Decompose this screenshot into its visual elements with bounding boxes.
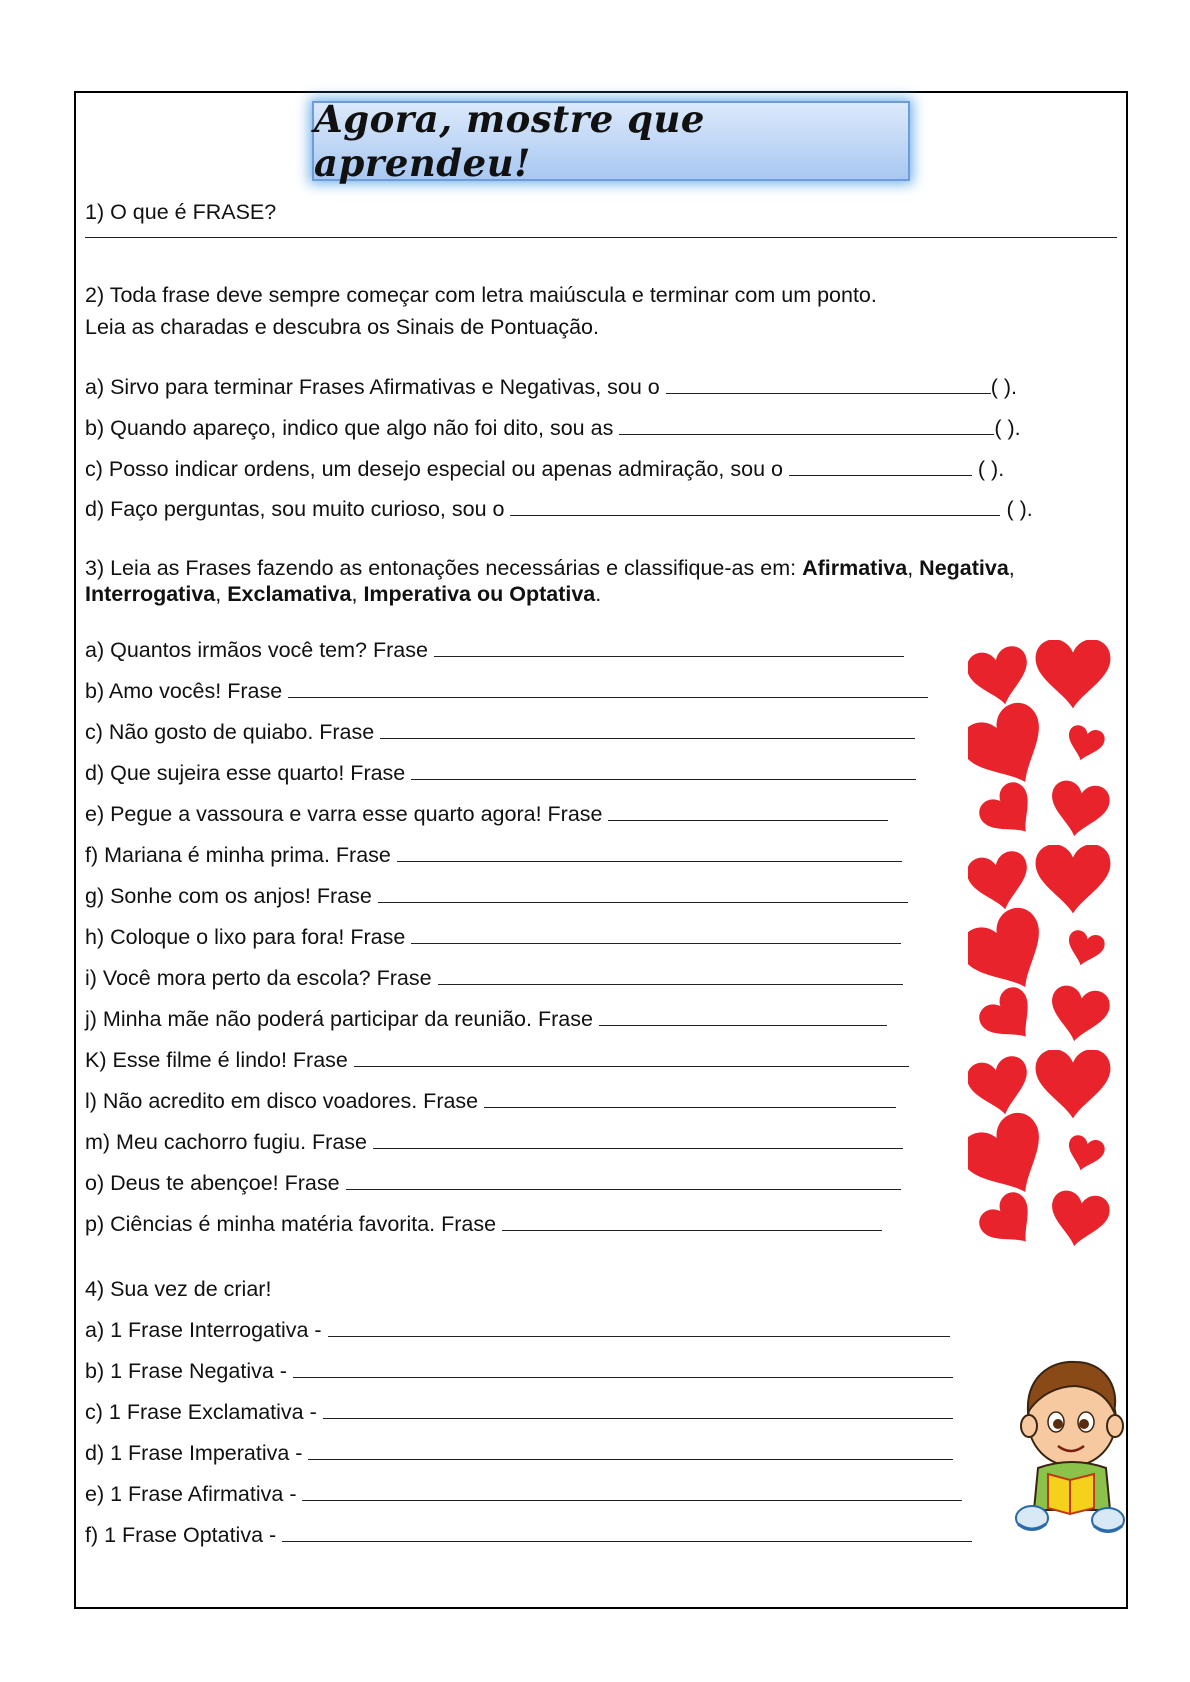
q4-answer-blank[interactable] bbox=[293, 1359, 953, 1378]
q2-item-b bbox=[85, 415, 1021, 441]
q4-item bbox=[85, 1481, 962, 1507]
type-afirmativa: Afirmativa bbox=[802, 556, 908, 580]
q3-answer-blank[interactable] bbox=[411, 761, 916, 780]
title-banner bbox=[312, 97, 910, 185]
q3-item bbox=[85, 801, 888, 827]
q4-item-text: c) 1 Frase Exclamativa - bbox=[85, 1400, 317, 1424]
heart-icon bbox=[968, 1053, 1035, 1120]
q2-answer-blank[interactable] bbox=[789, 457, 972, 476]
q3-answer-blank[interactable] bbox=[434, 638, 904, 657]
q4-item-text: f) 1 Frase Optativa - bbox=[85, 1523, 277, 1547]
q3-answer-blank[interactable] bbox=[354, 1048, 909, 1067]
q3-item bbox=[85, 1170, 901, 1196]
q3-item bbox=[85, 1047, 909, 1073]
q3-answer-blank[interactable] bbox=[438, 966, 903, 985]
q4-item bbox=[85, 1317, 950, 1343]
q3-item-text: d) Que sujeira esse quarto! Frase bbox=[85, 761, 406, 785]
q3-item bbox=[85, 883, 908, 909]
q3-item-text: o) Deus te abençoe! Frase bbox=[85, 1171, 340, 1195]
q3-item bbox=[85, 924, 901, 950]
page-title: Agora, mostre que aprendeu! bbox=[314, 97, 705, 185]
heart-icon bbox=[1046, 1188, 1112, 1250]
separator: , bbox=[351, 582, 364, 606]
q2-paren: ( ). bbox=[994, 416, 1021, 440]
q1-answer-line[interactable] bbox=[85, 237, 1117, 238]
hearts-group-1 bbox=[968, 640, 1124, 840]
heart-icon bbox=[1063, 928, 1107, 970]
q2-answer-blank[interactable] bbox=[510, 497, 1000, 516]
q3-item bbox=[85, 1088, 896, 1114]
q2-item-text: d) Faço perguntas, sou muito curioso, sou o bbox=[85, 497, 505, 521]
q3-item-text: l) Não acredito em disco voadores. Frase bbox=[85, 1089, 479, 1113]
q4-item bbox=[85, 1440, 953, 1466]
type-negativa: Negativa bbox=[919, 556, 1009, 580]
q1-text: 1) O que é FRASE? bbox=[85, 200, 277, 224]
q3-item bbox=[85, 678, 928, 704]
q4-item bbox=[85, 1358, 953, 1384]
q3-item bbox=[85, 1129, 903, 1155]
q3-item-text: c) Não gosto de quiabo. Frase bbox=[85, 720, 375, 744]
q3-item bbox=[85, 842, 902, 868]
q2-paren: ( ). bbox=[1006, 497, 1033, 521]
type-imperativa-optativa: Imperativa ou Optativa bbox=[363, 582, 596, 606]
q3-item-text: m) Meu cachorro fugiu. Frase bbox=[85, 1130, 367, 1154]
hearts-group-3 bbox=[968, 1050, 1124, 1250]
q4-item bbox=[85, 1522, 972, 1548]
heart-icon bbox=[974, 777, 1046, 840]
q4-answer-blank[interactable] bbox=[323, 1400, 953, 1419]
q2-item-text: a) Sirvo para terminar Frases Afirmativas e Negativas, sou o bbox=[85, 375, 660, 399]
q3-answer-blank[interactable] bbox=[502, 1212, 882, 1231]
q2-item-text: c) Posso indicar ordens, um desejo especial ou apenas admiração, sou o bbox=[85, 457, 783, 481]
q3-intro bbox=[85, 555, 1045, 607]
q2-item-d bbox=[85, 496, 1033, 522]
q4-answer-blank[interactable] bbox=[282, 1523, 972, 1542]
type-interrogativa: Interrogativa bbox=[85, 582, 216, 606]
heart-icon bbox=[974, 1187, 1046, 1250]
q4-item-text: b) 1 Frase Negativa - bbox=[85, 1359, 287, 1383]
type-exclamativa: Exclamativa bbox=[227, 582, 352, 606]
separator: , bbox=[215, 582, 228, 606]
q2-intro-1: 2) Toda frase deve sempre começar com letra maiúscula e terminar com um ponto. bbox=[85, 283, 877, 307]
q4-item-text: e) 1 Frase Afirmativa - bbox=[85, 1482, 297, 1506]
q3-answer-blank[interactable] bbox=[608, 802, 888, 821]
period: . bbox=[595, 582, 602, 606]
q4-item bbox=[85, 1399, 953, 1425]
heart-icon bbox=[1063, 1133, 1107, 1175]
heart-icon bbox=[974, 982, 1046, 1045]
heart-icon bbox=[968, 848, 1035, 915]
q2-intro-2: Leia as charadas e descubra os Sinais de Pontuação. bbox=[85, 315, 599, 339]
q3-answer-blank[interactable] bbox=[599, 1007, 887, 1026]
q3-item-text: K) Esse filme é lindo! Frase bbox=[85, 1048, 348, 1072]
q3-answer-blank[interactable] bbox=[411, 925, 901, 944]
q3-item-text: g) Sonhe com os anjos! Frase bbox=[85, 884, 372, 908]
q3-item-text: p) Ciências é minha matéria favorita. Frase bbox=[85, 1212, 497, 1236]
q2-item-a bbox=[85, 374, 1017, 400]
boy-reading-icon bbox=[1010, 1350, 1130, 1538]
hearts-group-2 bbox=[968, 845, 1124, 1045]
q3-item-text: j) Minha mãe não poderá participar da reunião. Frase bbox=[85, 1007, 593, 1031]
heart-icon bbox=[1046, 983, 1112, 1045]
q2-paren: ( ). bbox=[977, 457, 1005, 481]
q2-item-c bbox=[85, 456, 1004, 482]
q4-answer-blank[interactable] bbox=[308, 1441, 953, 1460]
q3-item bbox=[85, 719, 915, 745]
q3-answer-blank[interactable] bbox=[397, 843, 902, 862]
q3-item-text: h) Coloque o lixo para fora! Frase bbox=[85, 925, 406, 949]
q3-answer-blank[interactable] bbox=[288, 679, 928, 698]
q3-answer-blank[interactable] bbox=[346, 1171, 901, 1190]
q4-answer-blank[interactable] bbox=[328, 1318, 950, 1337]
heart-icon bbox=[1036, 845, 1111, 913]
q3-item-text: f) Mariana é minha prima. Frase bbox=[85, 843, 391, 867]
q2-paren: ( ). bbox=[990, 375, 1018, 399]
q4-answer-blank[interactable] bbox=[302, 1482, 962, 1501]
q3-item bbox=[85, 1006, 887, 1032]
q3-item bbox=[85, 1211, 882, 1237]
heart-icon bbox=[1063, 723, 1107, 765]
q2-item-text: b) Quando apareço, indico que algo não foi dito, sou as bbox=[85, 416, 614, 440]
q3-item-text: b) Amo vocês! Frase bbox=[85, 679, 283, 703]
heart-icon bbox=[1036, 640, 1111, 708]
q3-intro-text: 3) Leia as Frases fazendo as entonações necessárias e classifique-as em: bbox=[85, 556, 803, 580]
q2-answer-blank[interactable] bbox=[619, 416, 994, 435]
q3-item-text: i) Você mora perto da escola? Frase bbox=[85, 966, 432, 990]
q3-answer-blank[interactable] bbox=[484, 1089, 896, 1108]
q4-item-text: d) 1 Frase Imperativa - bbox=[85, 1441, 303, 1465]
heart-icon bbox=[1036, 1050, 1111, 1118]
separator: , bbox=[1008, 556, 1015, 580]
heart-icon bbox=[1046, 778, 1112, 840]
heart-icon bbox=[968, 643, 1035, 710]
q2-answer-blank[interactable] bbox=[666, 375, 991, 394]
q3-item bbox=[85, 760, 916, 786]
q3-item-text: a) Quantos irmãos você tem? Frase bbox=[85, 638, 428, 662]
q3-answer-blank[interactable] bbox=[380, 720, 915, 739]
q3-answer-blank[interactable] bbox=[373, 1130, 903, 1149]
q3-item bbox=[85, 637, 904, 663]
separator: , bbox=[907, 556, 920, 580]
q3-item-text: e) Pegue a vassoura e varra esse quarto agora! Frase bbox=[85, 802, 603, 826]
q3-answer-blank[interactable] bbox=[378, 884, 908, 903]
q3-item bbox=[85, 965, 903, 991]
q4-title: 4) Sua vez de criar! bbox=[85, 1277, 272, 1301]
q4-item-text: a) 1 Frase Interrogativa - bbox=[85, 1318, 322, 1342]
